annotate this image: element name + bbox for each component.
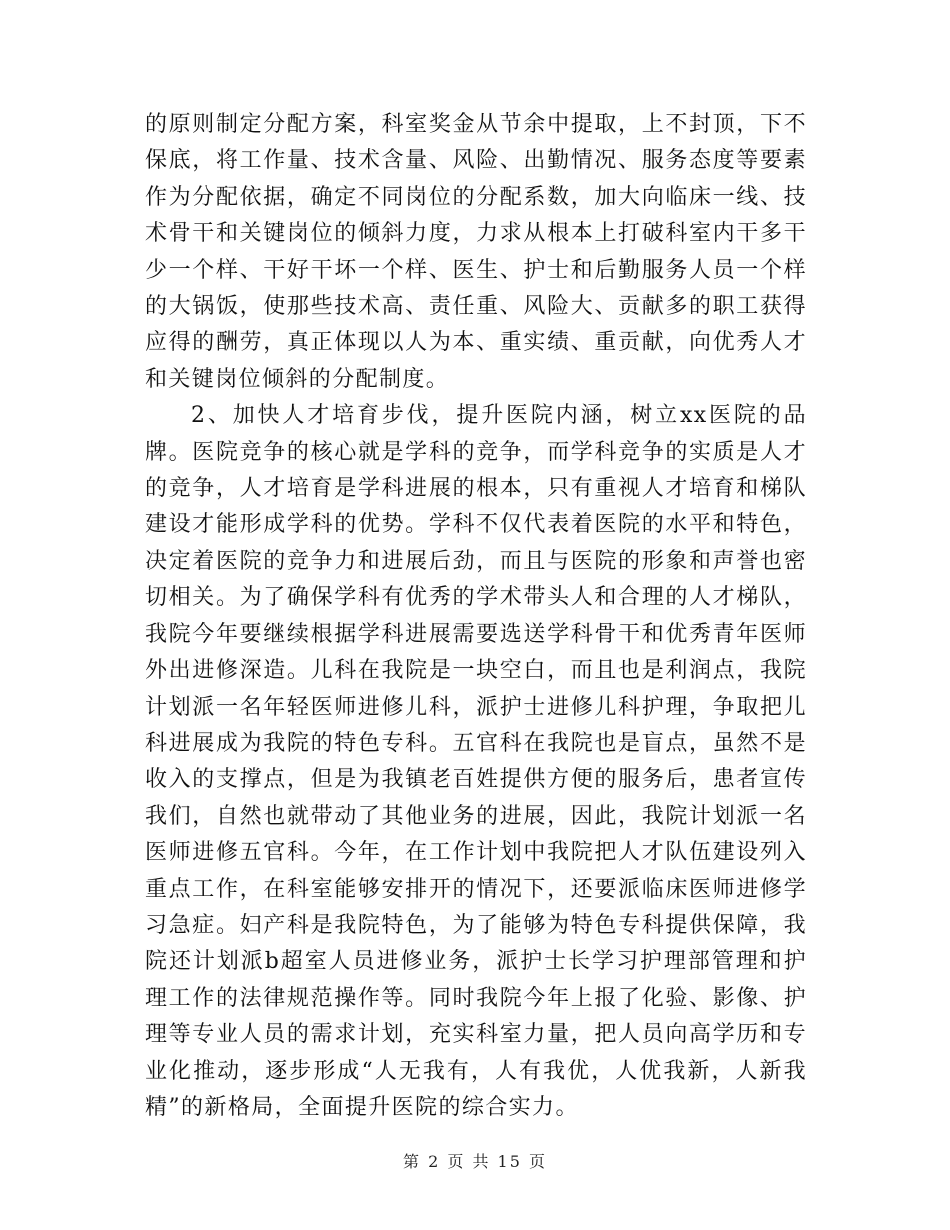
paragraph-talent-training: 2、加快人才培育步伐，提升医院内涵，树立xx医院的品牌。医院竞争的核心就是学科的竞争，而学科竞争的实质是人才的竞争，人才培育是学科进展的根本，只有重视人才培育和梯队建设才能形成学科的优势。学科不仅代表着医院的水平和特色，决定着医院的竞争力和进展后劲，而且与医院的形象和声誉也密切相关。为了确保学科有优秀的学术带头人和合理的人才梯队，我院今年要继续根据学科进展需要选送学科骨干和优秀青年医师外出进修深造。儿科在我院是一块空白，而且也是利润点，我院计划派一名年轻医师进修儿科，派护士进修儿科护理，争取把儿科进展成为我院的特色专科。五官科在我院也是盲点，虽然不是收入的支撑点，但是为我镇老百姓提供方便的服务后，患者宣传我们，自然也就带动了其他业务的进展，因此，我院计划派一名医师进修五官科。今年，在工作计划中我院把人才队伍建设列入重点工作，在科室能够安排开的情况下，还要派临床医师进修学习急症。妇产科是我院特色，为了能够为特色专科提供保障，我院还计划派b超室人员进修业务，派护士长学习护理部管理和护理工作的法律规范操作等。同时我院今年上报了化验、影像、护理等专业人员的需求计划，充实科室力量，把人员向高学历和专业化推动，逐步形成“人无我有，人有我优，人优我新，人新我精”的新格局，全面提升医院的综合实力。 — [145, 403, 807, 1120]
document-body — [145, 107, 807, 1126]
page-number-footer: 第 2 页 共 15 页 — [403, 1152, 547, 1171]
paragraph-distribution-policy: 的原则制定分配方案，科室奖金从节余中提取，上不封顶，下不保底，将工作量、技术含量、风险、出勤情况、服务态度等要素作为分配依据，确定不同岗位的分配系数，加大向临床一线、技术骨干和关键岗位的倾斜力度，力求从根本上打破科室内干多干少一个样、干好干坏一个样、医生、护士和后勤服务人员一个样的大锅饭，使那些技术高、责任重、风险大、贡献多的职工获得应得的酬劳，真正体现以人为本、重实绩、重贡献，向优秀人才和关键岗位倾斜的分配制度。 — [145, 112, 807, 392]
